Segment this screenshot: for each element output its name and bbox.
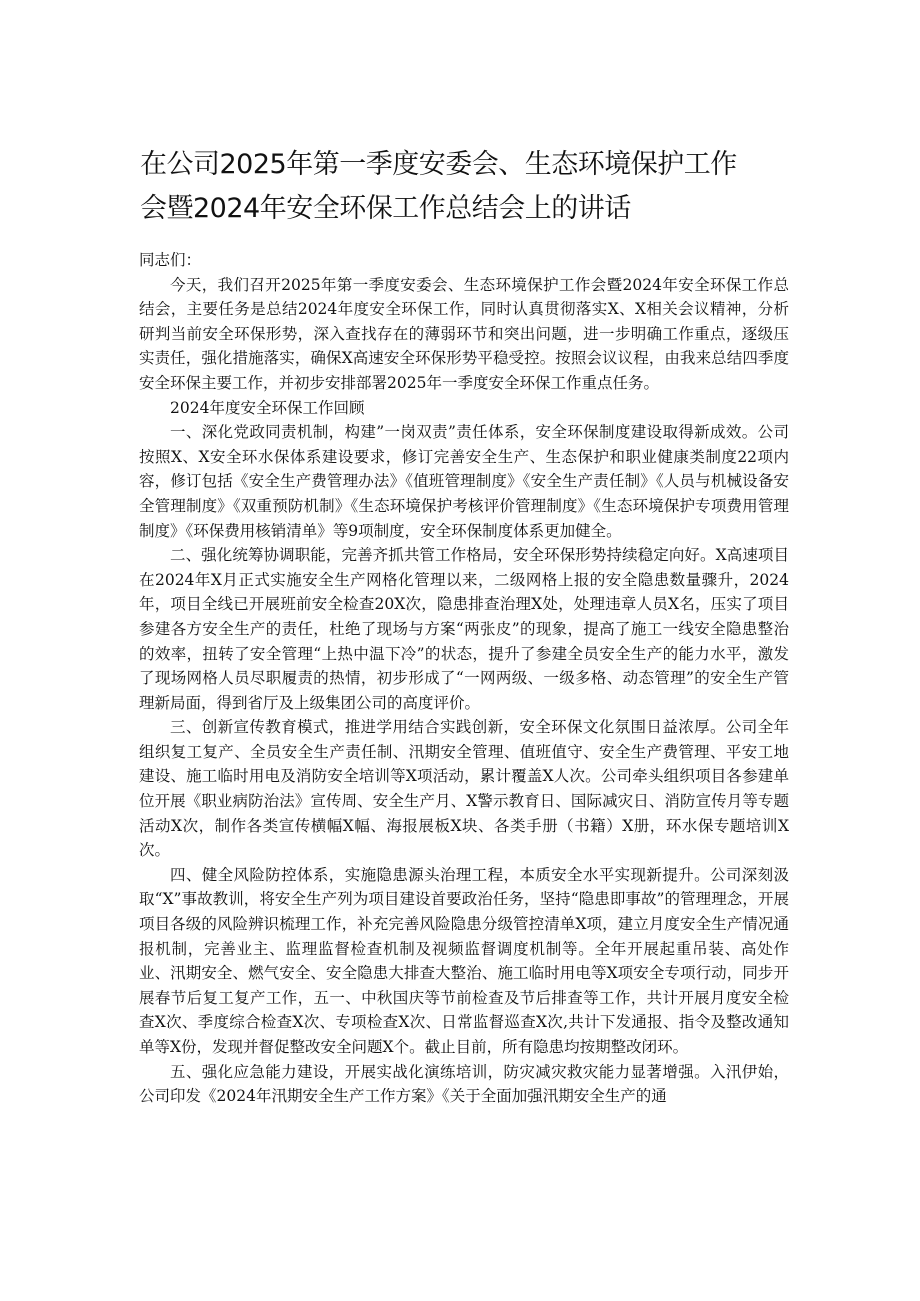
paragraph-section-4: 四、健全风险防控体系，实施隐患源头治理工程，本质安全水平实现新提升。公司深刻汲取“X”事故教训，将安全生产列为项目建设首要政治任务，坚持“隐患即事故”的管理理念，开展项目各级的风险辨识梳理工作，补充完善风险隐患分级管控清单X项，建立月度安全生产情况通报机制，完善业主、监理监督检查机制及视频监督调度机制等。全年开展起重吊装、高处作业、汛期安全、燃气安全、安全隐患大排查大整治、施工临时用电等X项安全专项行动，同步开展春节后复工复产工作，五一、中秋国庆等节前检查及节后排查等工作，共计开展月度安全检查X次、季度综合检查X次、专项检查X次、日常监督巡查X次,共计下发通报、指令及整改通知单等X份，发现并督促整改安全问题X个。截止目前，所有隐患均按期整改闭环。: [139, 865, 789, 1056]
salutation: 同志们：: [139, 251, 202, 269]
section-heading: 2024年度安全环保工作回顾: [170, 398, 365, 417]
paragraph-intro: 今天，我们召开2025年第一季度安委会、生态环境保护工作会暨2024年安全环保工作总结会，主要任务是总结2024年度安全环保工作，同时认真贯彻落实X、X相关会议精神，分析研判当前安全环保形势，深入查找存在的薄弱环节和突出问题，进一步明确工作重点，逐级压实责任，强化措施落实，确保X高速安全环保形势平稳受控。按照会议议程，由我来总结四季度安全环保主要工作，并初步安排部署2025年一季度安全环保工作重点任务。: [139, 275, 789, 392]
title-line: 会暨2024年安全环保工作总结会上的讲话: [140, 193, 631, 224]
title-line: 在公司2025年第一季度安委会、生态环境保护工作: [140, 149, 737, 180]
paragraph-section-5: 五、强化应急能力建设，开展实战化演练培训，防灾减灾救灾能力显著增强。入汛伊始，公司印发《2024年汛期安全生产工作方案》《关于全面加强汛期安全生产的通: [139, 1062, 789, 1106]
document-title: [140, 143, 800, 231]
document-body: [139, 248, 789, 1109]
paragraph-section-1: 一、深化党政同责机制，构建”一岗双责”责任体系，安全环保制度建设取得新成效。公司按照X、X安全环水保体系建设要求，修订完善安全生产、生态保护和职业健康类制度22项内容，修订包括《安全生产费管理办法》《值班管理制度》《安全生产责任制》《人员与机械设备安全管理制度》《双重预防机制》《生态环境保护考核评价管理制度》《生态环境保护专项费用管理制度》《环保费用核销清单》等9项制度，安全环保制度体系更加健全。: [139, 423, 789, 540]
paragraph-section-3: 三、创新宣传教育模式，推进学用结合实践创新，安全环保文化氛围日益浓厚。公司全年组织复工复产、全员安全生产责任制、汛期安全管理、值班值守、安全生产费管理、平安工地建设、施工临时用电及消防安全培训等X项活动，累计覆盖X人次。公司牵头组织项目各参建单位开展《职业病防治法》宣传周、安全生产月、X警示教育日、国际减灾日、消防宣传月等专题活动X次，制作各类宣传横幅X幅、海报展板X块、各类手册（书籍）X册，环水保专题培训X次。: [139, 718, 789, 860]
paragraph-section-2: 二、强化统筹协调职能，完善齐抓共管工作格局，安全环保形势持续稳定向好。X高速项目在2024年X月正式实施安全生产网格化管理以来，二级网格上报的安全隐患数量骤升，2024年，项目全线已开展班前安全检查20X次，隐患排查治理X处，处理违章人员X名，压实了项目参建各方安全生产的责任，杜绝了现场与方案“两张皮”的现象，提高了施工一线安全隐患整治的效率，扭转了安全管理“上热中温下冷”的状态，提升了参建全员安全生产的能力水平，激发了现场网格人员尽职履责的热情，初步形成了“一网两级、一级多格、动态管理”的安全生产管理新局面，得到省厅及上级集团公司的高度评价。: [139, 546, 789, 712]
